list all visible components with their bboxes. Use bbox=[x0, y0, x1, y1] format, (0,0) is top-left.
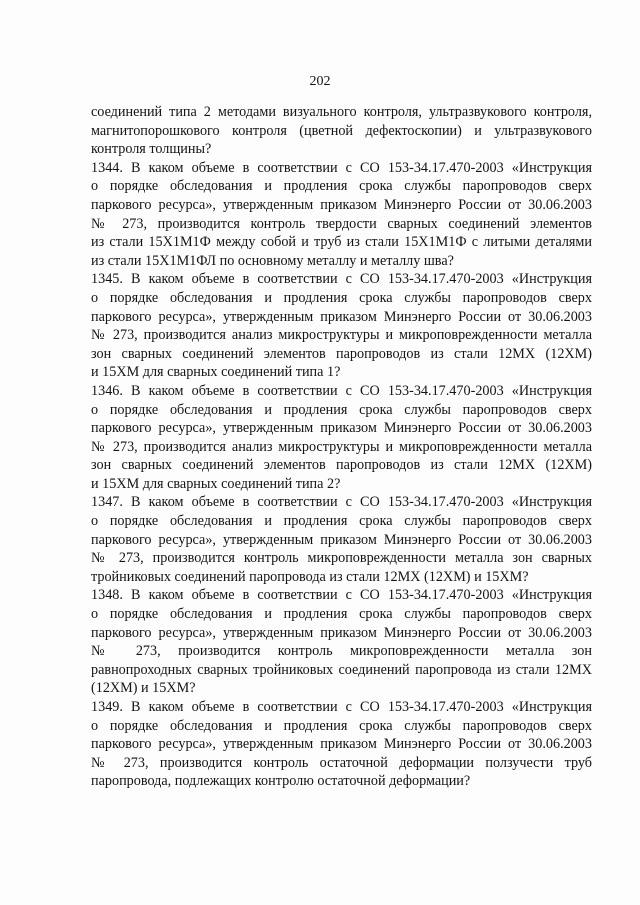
text-line: 1349. В каком объеме в соответствии с СО 153-34.17.470-2003 «Инструкция bbox=[91, 699, 592, 715]
page-number: 202 bbox=[309, 74, 331, 89]
text-line: № 273, производится контроль твердости сварных соединений элементов bbox=[91, 215, 592, 232]
question-1346 bbox=[91, 382, 592, 494]
text-line: паркового ресурса», утвержденным приказом Минэнерго России от 30.06.2003 bbox=[91, 308, 592, 325]
text-line: № 273, производится контроль микроповрежденности металла зон сварных bbox=[91, 550, 592, 567]
text-line: № 273, производится анализ микроструктуры и микроповрежденности металла bbox=[91, 327, 592, 344]
text-line: № 273, производится контроль остаточной деформации ползучести труб bbox=[91, 754, 592, 771]
text-line: паркового ресурса», утвержденным приказом Минэнерго России от 30.06.2003 bbox=[91, 196, 592, 213]
question-1345 bbox=[91, 270, 592, 382]
question-1348 bbox=[91, 586, 592, 698]
text-line: о порядке обследования и продления срока службы паропроводов сверх bbox=[91, 606, 592, 623]
text-line: 1347. В каком объеме в соответствии с СО 153-34.17.470-2003 «Инструкция bbox=[91, 494, 592, 511]
text-line: зон сварных соединений элементов паропроводов из стали 12МХ (12ХМ) bbox=[91, 457, 592, 474]
text-line: и 15ХМ для сварных соединений типа 1? bbox=[91, 364, 341, 381]
text-line: о порядке обследования и продления срока службы паропроводов сверх bbox=[91, 401, 592, 418]
text-line: паркового ресурса», утвержденным приказом Минэнерго России от 30.06.2003 bbox=[91, 420, 592, 437]
text-line: зон сварных соединений элементов паропроводов из стали 12МХ (12ХМ) bbox=[91, 345, 592, 362]
text-line: тройниковых соединений паропровода из стали 12МХ (12ХМ) и 15ХМ? bbox=[91, 568, 529, 585]
text-line: 1344. В каком объеме в соответствии с СО 153-34.17.470-2003 «Инструкция bbox=[91, 159, 592, 176]
text-line: и 15ХМ для сварных соединений типа 2? bbox=[91, 475, 341, 492]
text-line: 1346. В каком объеме в соответствии с СО 153-34.17.470-2003 «Инструкция bbox=[91, 382, 592, 399]
question-1344 bbox=[91, 159, 592, 271]
text-line: 1348. В каком объеме в соответствии с СО 153-34.17.470-2003 «Инструкция bbox=[91, 587, 592, 604]
text-line: о порядке обследования и продления срока службы паропроводов сверх bbox=[91, 513, 592, 530]
question-1347 bbox=[91, 493, 592, 586]
text-line: № 273, производится анализ микроструктуры и микроповрежденности металла bbox=[91, 438, 592, 455]
text-line: паркового ресурса», утвержденным приказом Минэнерго России от 30.06.2003 bbox=[91, 736, 592, 753]
text-line: о порядке обследования и продления срока службы паропроводов сверх bbox=[91, 289, 592, 306]
question-1343-tail bbox=[91, 103, 592, 159]
page-content bbox=[91, 103, 592, 791]
text-line: паркового ресурса», утвержденным приказом Минэнерго России от 30.06.2003 bbox=[91, 624, 592, 641]
text-line: № 273, производится контроль микроповрежденности металла зон bbox=[91, 643, 592, 660]
text-line: соединений типа 2 методами визуального контроля, ультразвукового контроля, bbox=[91, 104, 592, 120]
text-line: о порядке обследования и продления срока службы паропроводов сверх bbox=[91, 717, 592, 734]
text-line: из стали 15Х1М1Ф между собой и труб из стали 15Х1М1Ф с литыми деталями bbox=[91, 234, 592, 251]
text-line: о порядке обследования и продления срока службы паропроводов сверх bbox=[91, 178, 592, 195]
text-line: паркового ресурса», утвержденным приказом Минэнерго России от 30.06.2003 bbox=[91, 531, 592, 548]
question-1349 bbox=[91, 698, 592, 791]
text-line: из стали 15Х1М1ФЛ по основному металлу и металлу шва? bbox=[91, 252, 454, 269]
text-line: 1345. В каком объеме в соответствии с СО 153-34.17.470-2003 «Инструкция bbox=[91, 271, 592, 288]
text-line: (12ХМ) и 15ХМ? bbox=[91, 680, 196, 697]
text-line: контроля толщины? bbox=[91, 141, 212, 158]
text-line: равнопроходных сварных тройниковых соединений паропровода из стали 12МХ bbox=[91, 661, 592, 678]
text-line: магнитопорошкового контроля (цветной дефектоскопии) и ультразвукового bbox=[91, 122, 592, 139]
text-line: паропровода, подлежащих контролю остаточной деформации? bbox=[91, 773, 471, 790]
